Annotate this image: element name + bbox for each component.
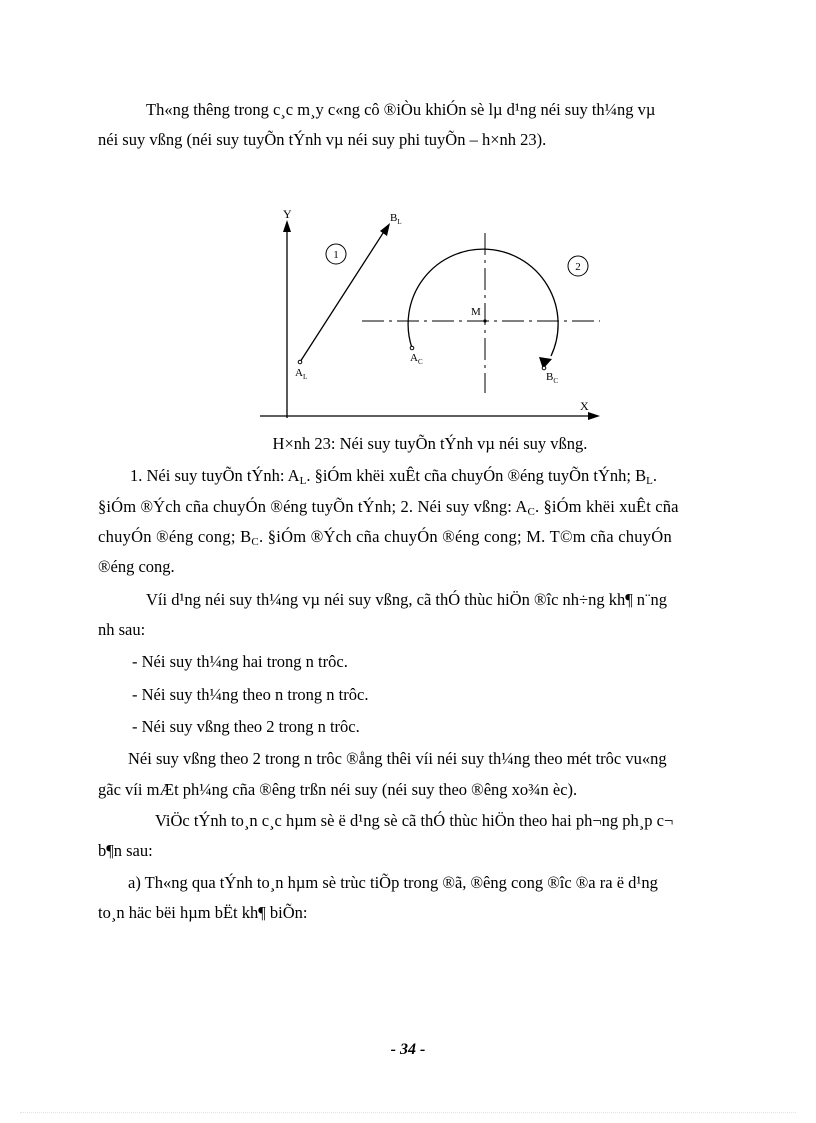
legend-line-3: chuyÓn ®éng cong; $B_C$. §iÓm ®Ých cña chuyÓn ®éng cong; M. T©m cña chuyÓn bbox=[98, 527, 672, 548]
point-bc bbox=[542, 366, 546, 370]
paragraph-1-line-2: néi suy vßng (néi suy tuyÕn tÝnh vµ néi suy phi tuyÕn – h×nh 23). bbox=[98, 130, 547, 149]
x-axis-arrow bbox=[588, 412, 600, 420]
paragraph-5-line-1: a) Th«ng qua tÝnh to¸n hµm sè trùc tiÕp trong ®ã, ®êng cong ®îc ®a ra ë d¹ng bbox=[128, 873, 658, 892]
paragraph-1-line-1: Th«ng thêng trong c¸c m¸y c«ng cô ®iÒu khiÓn sè lµ d¹ng néi suy th¼ng vµ bbox=[146, 100, 656, 119]
paragraph-4-line-1: ViÖc tÝnh to¸n c¸c hµm sè ë d¹ng sè cã thÓ thùc hiÖn theo hai ph¬ng ph¸p c¬ bbox=[155, 811, 674, 830]
marker-circle-1-label: 1 bbox=[333, 249, 339, 261]
legend-line-1 bbox=[130, 466, 772, 486]
paragraph-5-line-2: to¸n häc bëi hµm bËt kh¶ biÕn: bbox=[98, 903, 308, 922]
point-al bbox=[298, 360, 302, 364]
label-bc: $B_C$ bbox=[546, 371, 559, 385]
bullet-item-2: - Néi suy th¼ng theo n trong n trôc. bbox=[132, 685, 369, 704]
paragraph-3-line-2: gãc víi mÆt ph¼ng cña ®êng trßn néi suy (néi suy theo ®êng xo¾n èc). bbox=[98, 780, 578, 799]
paragraph-3-line-1: Néi suy vßng theo 2 trong n trôc ®ång thêi víi néi suy th¼ng theo mét trôc vu«ng bbox=[128, 749, 667, 768]
x-axis-label: X bbox=[580, 399, 589, 413]
paragraph-4-line-2: b¶n sau: bbox=[98, 841, 153, 860]
page-number: - 34 - bbox=[390, 1041, 426, 1058]
legend-line-2: §iÓm ®Ých cña chuyÓn ®éng tuyÕn tÝnh; 2. Néi suy vßng: $A_C$. §iÓm khëi xuÊt cña bbox=[98, 497, 679, 518]
y-axis-label: Y bbox=[283, 207, 292, 221]
linear-path-arrow bbox=[380, 223, 390, 236]
circular-path bbox=[408, 249, 558, 356]
paragraph-2-line-1: Víi d¹ng néi suy th¼ng vµ néi suy vßng, cã thÓ thùc hiÖn ®îc nh÷ng kh¶ n¨ng bbox=[146, 590, 668, 609]
page-bottom-border bbox=[20, 1112, 796, 1113]
bullet-item-1: - Néi suy th¼ng hai trong n trôc. bbox=[132, 652, 348, 671]
label-al: $A_L$ bbox=[295, 367, 308, 381]
paragraph-2-line-2: nh sau: bbox=[98, 620, 146, 639]
legend-line-4: ®éng cong. bbox=[98, 557, 175, 576]
marker-circle-2-label: 2 bbox=[575, 261, 581, 273]
point-m bbox=[483, 319, 486, 322]
point-ac bbox=[410, 346, 414, 350]
label-ac: $A_C$ bbox=[410, 352, 423, 366]
linear-path bbox=[300, 230, 385, 362]
bullet-item-3: - Néi suy vßng theo 2 trong n trôc. bbox=[132, 717, 360, 736]
interpolation-figure bbox=[250, 198, 610, 428]
y-axis-arrow bbox=[283, 220, 291, 232]
label-m: M bbox=[471, 306, 481, 318]
label-bl: $B_L$ bbox=[390, 212, 402, 226]
figure-caption: H×nh 23: Néi suy tuyÕn tÝnh vµ néi suy vßng. bbox=[272, 434, 588, 453]
legend-line-1-text: 1. Néi suy tuyÕn tÝnh: $A_L$. §iÓm khëi xuÊt cña chuyÓn ®éng tuyÕn tÝnh; $B_L$. bbox=[130, 466, 657, 487]
